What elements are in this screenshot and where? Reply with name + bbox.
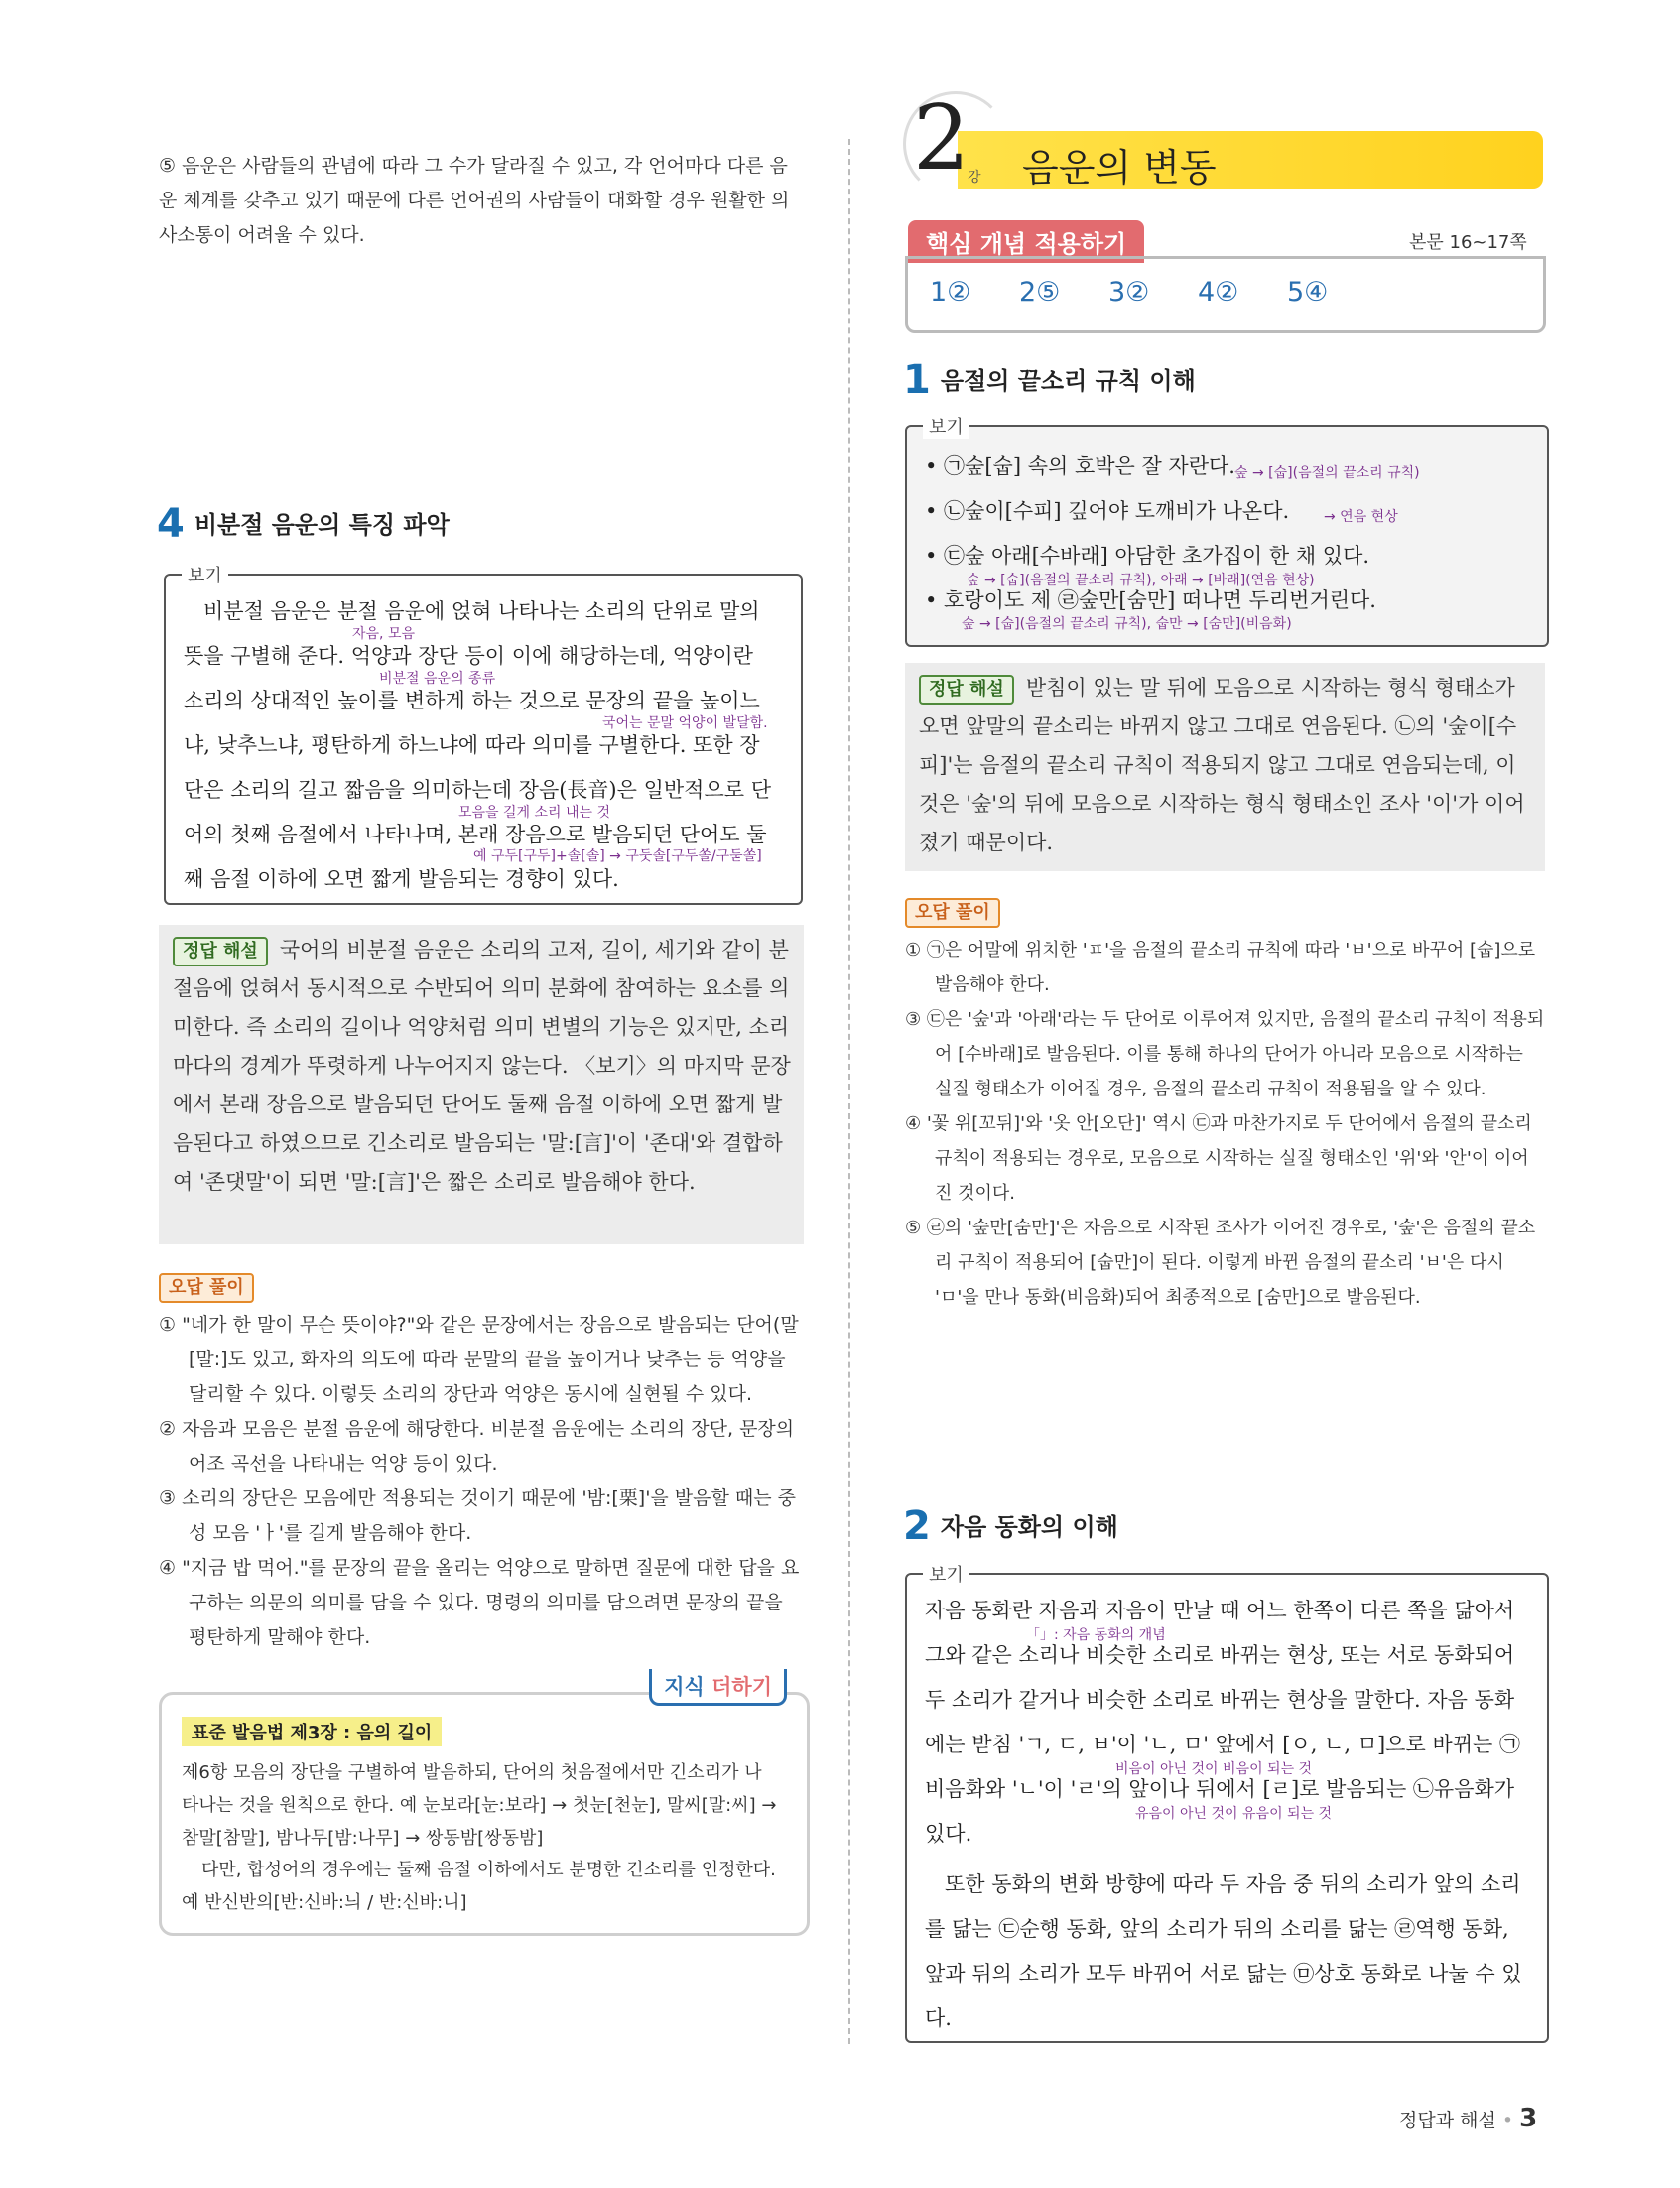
bogi-line: • ㉡숲이[수피] 깊어야 도깨비가 나온다. xyxy=(925,499,1290,523)
list-item: ③ 소리의 장단은 모음에만 적용되는 것이기 때문에 '밤:[栗]'을 발음할 때는 중성 모음 'ㅏ'를 길게 발음해야 한다. xyxy=(159,1487,797,1544)
page-reference: 본문 16~17쪽 xyxy=(1409,232,1527,253)
wrong-answer-heading xyxy=(159,1273,254,1303)
annotation: 숲 → [숩](음절의 끝소리 규칙), 아래 → [바래](연음 현상) xyxy=(967,573,1315,588)
annotation: → 연음 현상 xyxy=(1324,509,1398,525)
section-title: 자음 동화의 이해 xyxy=(940,1513,1118,1541)
answer-item: 1② xyxy=(930,277,971,308)
tip-tab-label-a: 지식 xyxy=(664,1675,712,1699)
column-divider xyxy=(848,139,850,2044)
bogi-text: 비분절 음운은 분절 음운에 얹혀 나타나는 소리의 단위로 말의 뜻을 구별해 준다. 억양과 장단 등이 이에 해당하는데, 억양이란 소리의 상대적인 높이를 변하게 하는 것으로 문장의 끝을 높이느냐, 낮추느냐, 평탄하게 하느냐에 따라 의미를 구별한다. 또한 장단은 소리의 길고 짧음을 의미하는데 장음(長音)은 일반적으로 단어의 첫째 음절에서 나타나며, 본래 장음으로 발음되던 단어도 둘째 음절 이하에 오면 짧게 발음되는 경향이 있다. xyxy=(184,599,771,891)
lesson-small: 강 xyxy=(968,170,981,186)
answer-item: 4② xyxy=(1197,277,1239,308)
odap-badge: 오답 풀이 xyxy=(159,1273,254,1303)
list-item: ① ㉠은 어말에 위치한 'ㅍ'을 음절의 끝소리 규칙에 따라 'ㅂ'으로 바꾸어 [숩]으로 발음해야 한다. xyxy=(905,940,1536,995)
section-title: 비분절 음운의 특징 파악 xyxy=(194,511,450,539)
lesson-title: 음운의 변동 xyxy=(1022,146,1217,190)
bogi-line: • 호랑이도 제 ㉣숲만[숨만] 떠나면 두리번거린다. xyxy=(925,588,1376,612)
answer-item: 5④ xyxy=(1286,277,1329,308)
tip-tab-label-b: 더하기 xyxy=(711,1675,772,1699)
section-title: 음절의 끝소리 규칙 이해 xyxy=(940,367,1196,395)
list-item: ③ ㉢은 '숲'과 '아래'라는 두 단어로 이루어져 있지만, 음절의 끝소리 규칙이 적용되어 [수바래]로 발음된다. 이를 통해 하나의 단어가 아니라 모음으로 시작하는 실질 형태소가 이어질 경우, 음절의 끝소리 규칙이 적용됨을 알 수 있다. xyxy=(905,1009,1545,1099)
answer-explanation-4 xyxy=(159,925,804,1244)
annotation: 「」: 자음 동화의 개념 xyxy=(1026,1627,1166,1643)
annotation: 비분절 음운의 종류 xyxy=(379,671,496,687)
annotation: 국어는 문말 억양이 발달함. xyxy=(602,715,768,731)
annotation: 숲 → [숩](음절의 끝소리 규칙), 숩만 → [숨만](비음화) xyxy=(962,616,1292,632)
page-number: 3 xyxy=(1519,2104,1538,2133)
bogi-label: 보기 xyxy=(923,413,969,439)
odap-badge: 오답 풀이 xyxy=(905,898,1000,928)
lesson-number: 2 xyxy=(913,86,970,191)
bogi-box-1 xyxy=(905,417,1549,647)
bogi-box-2 xyxy=(905,1565,1549,2043)
section-4-heading xyxy=(157,501,450,547)
list-item: ④ '꽃 위[꼬뒤]'와 '옷 안[오단]' 역시 ㉢과 마찬가지로 두 단어에서 음절의 끝소리 규칙이 적용되는 경우로, 모음으로 시작하는 실질 형태소인 '위'와 '안'이 이어진 것이다. xyxy=(905,1113,1532,1204)
intro-paragraph: ⑤ 음운은 사람들의 관념에 따라 그 수가 달라질 수 있고, 각 언어마다 다른 음운 체계를 갖추고 있기 때문에 다른 언어권의 사람들이 대화할 경우 원활한 의사소통이 어려울 수 있다. xyxy=(159,155,790,246)
bogi-label: 보기 xyxy=(923,1561,969,1587)
explanation-text: 받침이 있는 말 뒤에 모음으로 시작하는 형식 형태소가 오면 앞말의 끝소리는 바뀌지 않고 그대로 연음된다. ㉡의 '숲이[수피]'는 음절의 끝소리 규칙이 적용되지 않고 그대로 연음되는데, 이것은 '숲'의 뒤에 모음으로 시작하는 형식 형태소인 조사 '이'가 이어졌기 때문이다. xyxy=(919,676,1525,854)
answer-item: 2⑤ xyxy=(1018,277,1061,308)
section-number: 1 xyxy=(903,357,931,403)
section-number: 2 xyxy=(903,1503,931,1549)
bogi-text: 자음 동화란 자음과 자음이 만날 때 어느 한쪽이 다른 쪽을 닮아서 그와 같은 소리나 비슷한 소리로 바뀌는 현상, 또는 서로 동화되어 두 소리가 같거나 비슷한 소리로 바뀌는 현상을 말한다. 자음 동화에는 받침 'ㄱ, ㄷ, ㅂ'이 'ㄴ, ㅁ' 앞에서 [ㅇ, ㄴ, ㅁ]으로 바뀌는 ㉠비음화와 'ㄴ'이 'ㄹ'의 앞이나 뒤에서 [ㄹ]로 발음되는 ㉡유음화가 있다. xyxy=(925,1599,1520,1846)
jeongdap-badge: 정답 해설 xyxy=(919,675,1014,705)
answer-explanation-1 xyxy=(905,663,1545,871)
bogi-line: • ㉠숲[숩] 속의 호박은 잘 자란다. xyxy=(925,454,1235,478)
bogi-line: • ㉢숲 아래[수바래] 아담한 초가집이 한 채 있다. xyxy=(925,544,1370,568)
section-number: 4 xyxy=(157,501,185,547)
footer-label: 정답과 해설 xyxy=(1399,2110,1496,2131)
bogi-label: 보기 xyxy=(182,562,228,587)
annotation: 모음을 길게 소리 내는 것 xyxy=(458,805,611,821)
list-item: ④ "지금 밥 먹어."를 문장의 끝을 올리는 억양으로 말하면 질문에 대한 답을 요구하는 의문의 의미를 담을 수 있다. 명령의 의미를 담으려면 문장의 끝을 평탄하게 말해야 한다. xyxy=(159,1557,800,1648)
annotation: 숲 → [숩](음절의 끝소리 규칙) xyxy=(1234,465,1420,481)
jeongdap-badge: 정답 해설 xyxy=(173,937,268,966)
answer-box xyxy=(905,256,1546,333)
annotation: 자음, 모음 xyxy=(352,626,415,642)
annotation: 비음이 아닌 것이 비음이 되는 것 xyxy=(1115,1761,1313,1777)
tip-text-2: 다만, 합성어의 경우에는 둘째 음절 이하에서도 분명한 긴소리를 인정한다. 예 반신반의[반:신바:늬 / 반:신바:니] xyxy=(182,1860,776,1913)
annotation: 유음이 아닌 것이 유음이 되는 것 xyxy=(1135,1806,1333,1822)
explanation-text: 국어의 비분절 음운은 소리의 고저, 길이, 세기와 같이 분절음에 얹혀서 동시적으로 수반되어 의미 분화에 참여하는 요소를 의미한다. 즉 소리의 길이나 억양처럼 의미 변별의 기능은 있지만, 소리마다의 경계가 뚜렷하게 나누어지지 않는다. 〈보기〉의 마지막 문장에서 본래 장음으로 발음되던 단어도 둘째 음절 이하에 오면 짧게 발음된다고 하였으므로 긴소리로 발음되는 '말:[言]'이 '존대'와 결합하여 '존댓말'이 되면 '말:[言]'은 짧은 소리로 발음해야 한다. xyxy=(173,938,791,1194)
list-item: ② 자음과 모음은 분절 음운에 해당한다. 비분절 음운에는 소리의 장단, 문장의 어조 곡선을 나타내는 억양 등이 있다. xyxy=(159,1418,795,1475)
bogi-text: 또한 동화의 변화 방향에 따라 두 자음 중 뒤의 소리가 앞의 소리를 닮는 ㉢순행 동화, 앞의 소리가 뒤의 소리를 닮는 ㉣역행 동화, 앞과 뒤의 소리가 모두 바뀌어 서로 닮는 ㉤상호 동화로 나눌 수 있다. xyxy=(925,1872,1522,2030)
list-item: ⑤ ㉣의 '숲만[숨만]'은 자음으로 시작된 조사가 이어진 경우로, '숲'은 음절의 끝소리 규칙이 적용되어 [숩만]이 된다. 이렇게 바뀐 음절의 끝소리 'ㅂ'은 다시 'ㅁ'을 만나 동화(비음화)되어 최종적으로 [숨만]으로 발음된다. xyxy=(905,1218,1536,1308)
core-concept-tab: 핵심 개념 적용하기 xyxy=(908,220,1144,263)
wrong-answer-heading xyxy=(905,898,1000,928)
list-item: ① "네가 한 말이 무슨 뜻이야?"와 같은 문장에서는 장음으로 발음되는 단어(말[말:]도 있고, 화자의 의도에 따라 문말의 끝을 높이거나 낮추는 등 억양을 달리할 수 있다. 이렇듯 소리의 장단과 억양은 동시에 실현될 수 있다. xyxy=(159,1314,799,1405)
section-2-heading xyxy=(903,1503,1118,1549)
tip-box xyxy=(159,1675,810,1936)
annotation: 예 구두[구두]+솔[솔] → 구둣솔[구두쏠/구둗쏠] xyxy=(473,848,762,864)
bogi-box-4 xyxy=(164,566,803,905)
tip-tab xyxy=(649,1669,787,1706)
section-1-heading xyxy=(903,357,1196,403)
wrong-answer-list xyxy=(905,933,1545,1315)
tip-title: 표준 발음법 제3장 : 음의 길이 xyxy=(182,1717,442,1746)
tip-text-1: 제6항 모음의 장단을 구별하여 발음하되, 단어의 첫음절에서만 긴소리가 나타나는 것을 원칙으로 한다. 예 눈보라[눈:보라] → 첫눈[천눈], 말씨[말:씨] → 참말[참말], 밤나무[밤:나무] → 쌍동밤[쌍동밤] xyxy=(182,1762,777,1849)
answer-item: 3② xyxy=(1107,277,1150,308)
wrong-answer-list xyxy=(159,1308,804,1655)
page-footer: 정답과 해설 • 3 xyxy=(1399,2104,1538,2133)
